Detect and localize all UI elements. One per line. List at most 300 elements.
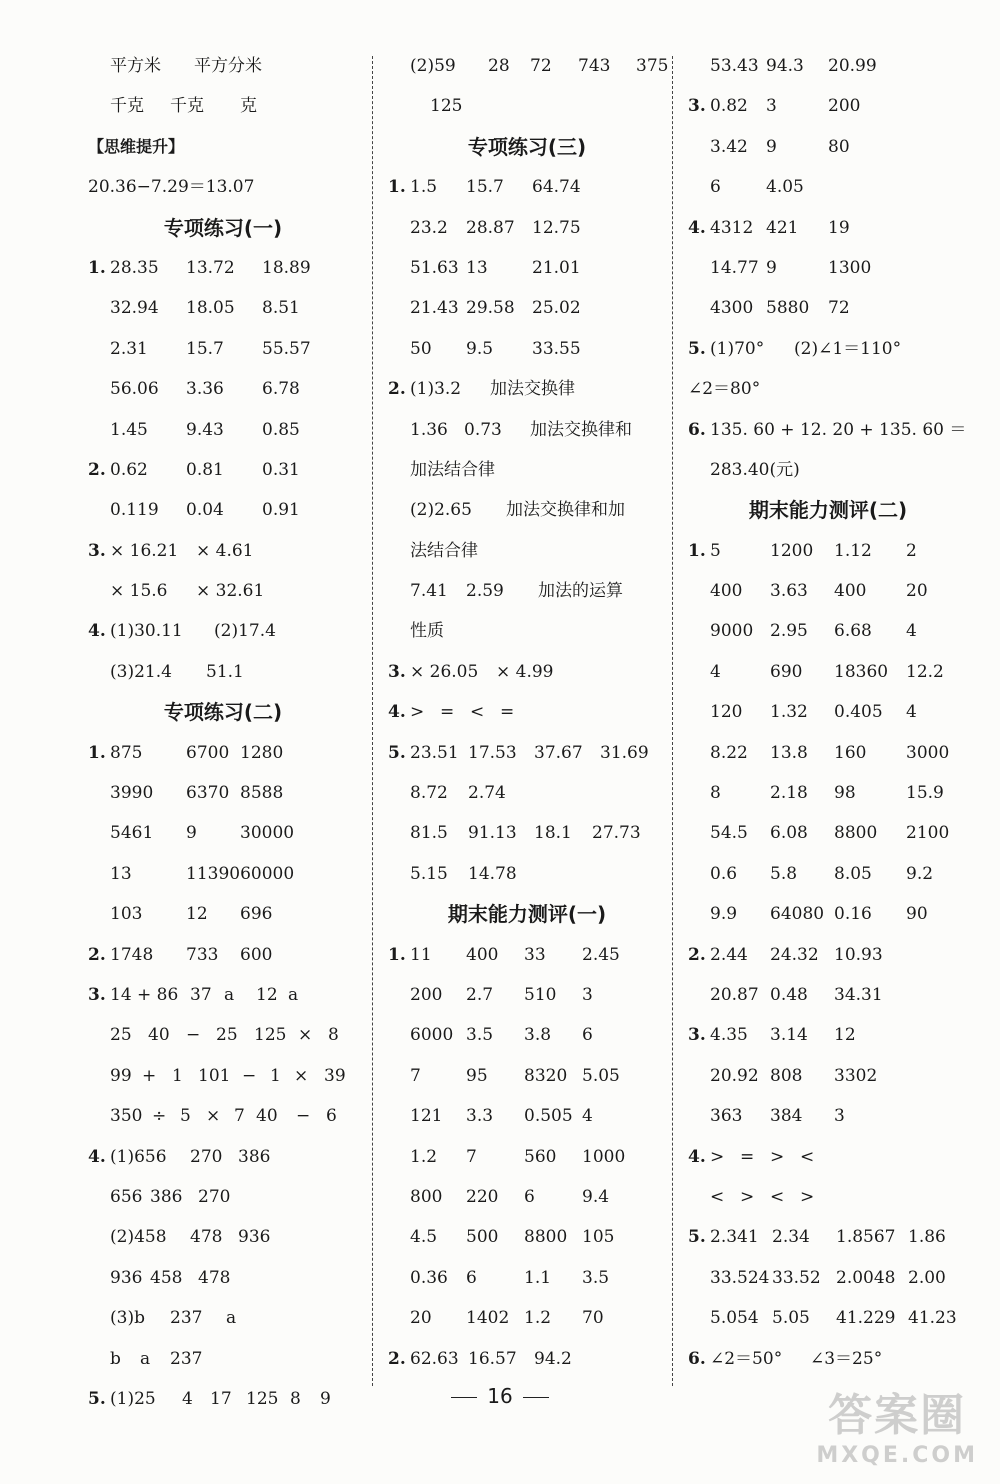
answer-value: 656 [110,1186,143,1207]
watermark-title: 答案圈 [828,1390,967,1441]
answer-value: 1.36 [410,419,448,440]
answer-value: (1)3.2 [410,379,462,400]
answer-line [688,611,968,651]
answer-line [88,288,358,328]
answer-line [688,329,968,369]
answer-value: 4.5 [410,1227,438,1248]
answer-value: × [206,1106,221,1127]
answer-value: 37 [190,984,212,1005]
answer-value: 0.82 [710,96,748,117]
question-number: 3. [88,984,106,1005]
answer-line [388,1177,666,1217]
answer-value: 6.08 [770,823,808,844]
answer-value: 0.48 [770,984,808,1005]
answer-value: 743 [578,56,611,76]
answer-value: > [410,702,425,723]
answer-value: 0.119 [110,500,159,521]
answer-line [388,1339,666,1379]
answer-line [388,773,666,813]
answer-line [88,1258,358,1298]
answer-value: a [224,984,235,1005]
answer-value: 936 [238,1227,271,1248]
answer-value: 3990 [110,783,154,804]
answer-line [88,1177,358,1217]
answer-value: 2.44 [710,944,748,965]
answer-value: 121 [410,1106,443,1127]
question-number: 4. [688,1146,706,1167]
answer-value: 4 [182,1388,193,1409]
answer-value: × 15.6 [110,581,168,602]
question-number: 1. [388,177,406,198]
answer-value: ∠3＝25° [810,1348,883,1369]
answer-value: 7 [466,1146,477,1167]
answer-value: (1)25 [110,1388,156,1409]
answer-value: 13 [466,257,488,278]
answer-value: 8.51 [262,298,300,319]
answer-value: 105 [582,1227,615,1248]
answer-value: (2)458 [110,1227,167,1248]
answer-value: (3)b [110,1308,145,1329]
question-number: 1. [388,944,406,965]
answer-value: 101 [198,1065,231,1086]
answer-line [688,369,968,409]
answer-value: 8.72 [410,783,448,804]
answer-line [688,1258,968,1298]
answer-value: 2.18 [770,783,808,804]
answer-value: 1 [270,1065,281,1086]
question-number: 1. [688,540,706,561]
answer-value: b [110,1348,121,1369]
answer-value: 1.5 [410,177,438,198]
answer-value: × [294,1065,309,1086]
question-number: 2. [688,944,706,965]
answer-value: 733 [186,944,219,965]
answer-value: 2.0048 [836,1267,896,1288]
answer-value: 41.23 [908,1308,957,1329]
answer-value: 40 [256,1106,278,1127]
answer-column-2 [388,46,669,1379]
answer-line [688,813,968,853]
answer-value: 600 [240,944,273,965]
answer-value: 3.8 [524,1025,552,1046]
column-divider [672,56,673,1386]
answer-value: 28.35 [110,257,159,278]
answer-value: − [296,1106,311,1127]
answer-line [88,1056,358,1096]
answer-value: 15.7 [466,177,504,198]
answer-value: 平方米 [110,56,161,76]
question-number: 5. [688,338,706,359]
section-heading: 期末能力测评(二) [748,498,908,523]
answer-value: 125 [430,96,463,117]
answer-value: 91.13 [468,823,517,844]
answer-value: 4.05 [766,177,804,198]
answer-value: 12 [256,984,278,1005]
answer-value: 9 [186,823,197,844]
answer-line [388,733,666,773]
section-heading: 专项练习(三) [467,134,587,159]
answer-value: 20.36−7.29＝13.07 [88,177,255,198]
answer-value: 23.2 [410,217,448,238]
answer-value: 千克 [170,96,204,117]
answer-value: 6.68 [834,621,872,642]
answer-line [688,692,968,732]
answer-line [688,975,968,1015]
answer-value: = [500,702,515,723]
answer-value: (1)30.11 [110,621,183,642]
answer-value: a [226,1308,237,1329]
answer-value: 53.43 [710,56,759,76]
answer-line [688,1217,968,1257]
answer-value: 8800 [834,823,878,844]
answer-line [688,450,968,490]
answer-value: 37.67 [534,742,583,763]
answer-value: 28.87 [466,217,515,238]
answer-value: 18.1 [534,823,572,844]
answer-value: 94.3 [766,56,804,76]
answer-value: 384 [770,1106,803,1127]
answer-line [88,1096,358,1136]
answer-line [388,1217,666,1257]
answer-value: 5.15 [410,863,448,884]
answer-line [688,410,968,450]
answer-value: 加法交换律和 [530,419,632,440]
answer-value: + [142,1065,157,1086]
answer-line [688,1298,968,1338]
answer-line [388,692,666,732]
question-number: 4. [88,1146,106,1167]
answer-value: 25 [110,1025,132,1046]
answer-value: 11 [410,944,432,965]
answer-value: 120 [710,702,743,723]
answer-value: 8 [290,1388,301,1409]
answer-line [688,127,968,167]
answer-line [388,167,666,207]
answer-line [388,1258,666,1298]
answer-value: 3000 [906,742,950,763]
answer-value: 2.34 [772,1227,810,1248]
answer-value: 478 [198,1267,231,1288]
answer-value: 克 [240,96,257,117]
answer-value: > [800,1186,815,1207]
answer-value: 1.8567 [836,1227,896,1248]
answer-value: 法结合律 [410,540,478,561]
answer-line [388,1056,666,1096]
answer-value: 13.72 [186,257,235,278]
answer-value: × 16.21 [110,540,179,561]
answer-value: 5.8 [770,863,798,884]
answer-value: 29.58 [466,298,515,319]
question-number: 5. [388,742,406,763]
answer-value: 2.00 [908,1267,946,1288]
answer-value: 14 + 86 [110,984,179,1005]
answer-line [688,1137,968,1177]
question-number: 1. [88,742,106,763]
answer-value: 9.9 [710,904,738,925]
answer-value: 6.78 [262,379,300,400]
question-number: 5. [688,1227,706,1248]
answer-value: 12 [186,904,208,925]
answer-value: 12 [834,1025,856,1046]
answer-value: 220 [466,1186,499,1207]
answer-line [388,854,666,894]
answer-line [388,490,666,530]
answer-value: 14.77 [710,257,759,278]
answer-value: ∠2＝50° [710,1348,783,1369]
answer-value: 11390 [186,863,241,884]
answer-value: 875 [110,742,143,763]
answer-value: 18.05 [186,298,235,319]
answer-line [388,975,666,1015]
answer-value: 50 [410,338,432,359]
answer-value: 270 [190,1146,223,1167]
answer-value: 0.36 [410,1267,448,1288]
answer-value: 3.63 [770,581,808,602]
section-heading: 期末能力测评(一) [447,902,607,927]
answer-line [688,571,968,611]
answer-value: 25 [216,1025,238,1046]
answer-value: 33.52 [772,1267,821,1288]
answer-value: a [288,984,299,1005]
answer-value: 696 [240,904,273,925]
answer-line [388,248,666,288]
answer-line [88,1015,358,1055]
page-number-dash-left [451,1397,477,1398]
answer-value: 17.53 [468,742,517,763]
question-number: 6. [688,419,706,440]
answer-value: 19 [828,217,850,238]
answer-value: (2)17.4 [214,621,276,642]
answer-value: 8 [328,1025,339,1046]
answer-value: 3 [766,96,777,117]
page-number-dash-right [523,1397,549,1398]
answer-value: 200 [410,984,443,1005]
watermark-logo [816,1379,978,1468]
answer-value: 加法结合律 [410,459,495,480]
answer-value: = [440,702,455,723]
answer-value: 500 [466,1227,499,1248]
answer-value: 0.81 [186,459,224,480]
answer-line [88,410,358,450]
answer-value: 3.3 [466,1106,494,1127]
answer-line [88,369,358,409]
answer-value: 15.7 [186,338,224,359]
answer-line [388,1015,666,1055]
answer-line [688,1177,968,1217]
answer-line [688,531,968,571]
answer-value: 2100 [906,823,950,844]
answer-value: < [710,1186,725,1207]
answer-line [688,167,968,207]
answer-value: 5.05 [772,1308,810,1329]
answer-value: 51.63 [410,257,459,278]
answer-line [688,894,968,934]
answer-value: 8800 [524,1227,568,1248]
answer-line [688,86,968,126]
answer-value: (1)70° [710,338,765,359]
answer-value: 478 [190,1227,223,1248]
answer-value: 34.31 [834,984,883,1005]
answer-value: 4300 [710,298,754,319]
answer-value: 32.94 [110,298,159,319]
answer-line [688,1015,968,1055]
answer-value: 2.74 [468,783,506,804]
answer-line [88,975,358,1015]
answer-value: 0.31 [262,459,300,480]
answer-value: 56.06 [110,379,159,400]
answer-value: 18.89 [262,257,311,278]
answer-value: 6000 [410,1025,454,1046]
answer-value: 350 [110,1106,143,1127]
answer-value: 21.01 [532,257,581,278]
answer-value: 4 [906,702,917,723]
answer-value: 99 [110,1065,132,1086]
answer-line [88,450,358,490]
question-number: 2. [388,1348,406,1369]
answer-value: 6 [466,1267,477,1288]
answer-value: 12.75 [532,217,581,238]
answer-line [88,894,358,934]
answer-line [88,935,358,975]
answer-line [88,652,358,692]
answer-value: 0.85 [262,419,300,440]
question-number: 3. [688,1025,706,1046]
answer-value: 510 [524,984,557,1005]
answer-value: 28 [488,56,510,76]
answer-line [88,46,358,86]
answer-line [388,86,666,126]
answer-value: 5 [710,540,721,561]
answer-value: 135. 60 + 12. 20 + 135. 60 ＝ [710,419,967,440]
answer-value: 39 [324,1065,346,1086]
answer-value: 千克 [110,96,144,117]
answer-value: 40 [148,1025,170,1046]
answer-value: 1748 [110,944,154,965]
answer-value: 3 [834,1106,845,1127]
answer-value: 4.35 [710,1025,748,1046]
question-number: 2. [88,944,106,965]
answer-value: (2)59 [410,56,456,76]
answer-value: 5880 [766,298,810,319]
answer-value: 9 [766,136,777,157]
question-number: 2. [388,379,406,400]
answer-value: > [740,1186,755,1207]
answer-value: 400 [834,581,867,602]
answer-value: 9 [766,257,777,278]
answer-value: 81.5 [410,823,448,844]
watermark-site: MXQE.COM [816,1443,978,1468]
answer-value: 400 [710,581,743,602]
answer-value: 4 [582,1106,593,1127]
answer-value: 64080 [770,904,825,925]
answer-value: < [800,1146,815,1167]
answer-line [388,1096,666,1136]
answer-value: 6 [710,177,721,198]
answer-line [688,46,968,86]
answer-line [688,935,968,975]
answer-value: 1300 [828,257,872,278]
answer-value: 27.73 [592,823,641,844]
answer-line [388,288,666,328]
answer-value: 18360 [834,661,889,682]
answer-value: (2)2.65 [410,500,472,521]
answer-value: 125 [254,1025,287,1046]
answer-value: 16.57 [468,1348,517,1369]
column-divider [372,56,373,1386]
answer-value: 30000 [240,823,295,844]
answer-line [688,1056,968,1096]
answer-value: 0.505 [524,1106,573,1127]
question-number: 3. [88,540,106,561]
answer-value: 24.32 [770,944,819,965]
answer-line [688,733,968,773]
answer-value: 936 [110,1267,143,1288]
answer-value: 690 [770,661,803,682]
answer-value: 1.32 [770,702,808,723]
answer-value: 20.92 [710,1065,759,1086]
answer-line [88,86,358,126]
answer-value: > [770,1146,785,1167]
answer-value: 386 [238,1146,271,1167]
answer-value: 14.78 [468,863,517,884]
answer-line [388,652,666,692]
answer-line [388,935,666,975]
answer-value: 8320 [524,1065,568,1086]
answer-line [88,167,358,207]
answer-line [688,773,968,813]
answer-value: 363 [710,1106,743,1127]
answer-value: 237 [170,1348,203,1369]
answer-value: × 4.99 [496,661,554,682]
answer-value: 9.5 [466,338,494,359]
answer-value: 103 [110,904,143,925]
answer-value: 270 [198,1186,231,1207]
question-number: 6. [688,1348,706,1369]
answer-value: 6 [326,1106,337,1127]
answer-line [88,1298,358,1338]
answer-value: 8588 [240,783,284,804]
answer-value: 60000 [240,863,295,884]
answer-value: 12.2 [906,661,944,682]
answer-line [388,410,666,450]
answer-value: 3.5 [466,1025,494,1046]
answer-line [388,531,666,571]
answer-line [688,208,968,248]
answer-line [88,1137,358,1177]
answer-value: 1000 [582,1146,626,1167]
answer-value: 平方分米 [194,56,262,76]
answer-value: 98 [834,783,856,804]
answer-value: 1.12 [834,540,872,561]
answer-value: 1.2 [524,1308,552,1329]
answer-value: 3.42 [710,136,748,157]
answer-line [388,1137,666,1177]
answer-value: 13.8 [770,742,808,763]
answer-value: 4312 [710,217,754,238]
answer-line [88,611,358,651]
answer-value: 560 [524,1146,557,1167]
question-number: 3. [388,661,406,682]
answer-value: 20.99 [828,56,877,76]
page-number-text: 16 [487,1384,513,1408]
answer-value: 4 [710,661,721,682]
answer-value: 1 [172,1065,183,1086]
answer-line [388,208,666,248]
answer-value: 375 [636,56,669,76]
answer-value: 1.86 [908,1227,946,1248]
answer-line [88,490,358,530]
answer-line [88,854,358,894]
